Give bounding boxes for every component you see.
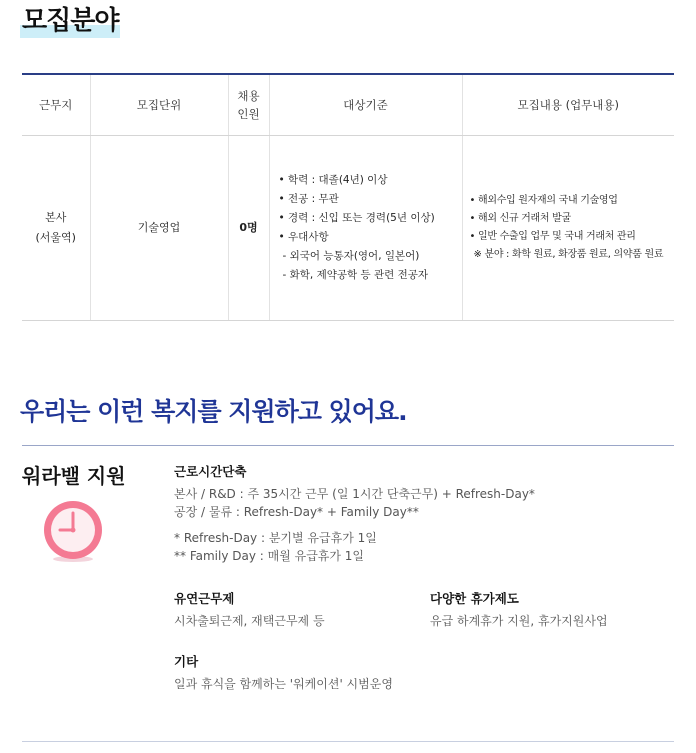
clock-icon xyxy=(40,498,106,564)
welfare-category-title: 워라밸 지원 xyxy=(22,464,126,488)
work-hours-note1: * Refresh-Day : 분기별 유급휴가 1일 xyxy=(174,531,377,545)
welfare-top-divider xyxy=(22,445,674,446)
location-detail: (서울역) xyxy=(35,231,76,244)
etc-heading: 기타 xyxy=(174,654,199,669)
vacation-text: 유급 하계휴가 지원, 휴가지원사업 xyxy=(430,614,608,628)
list-item: • 해외수입 원자재의 국내 기술영업 xyxy=(469,195,618,206)
etc-text: 일과 휴식을 함께하는 '워케이션' 시범운영 xyxy=(174,677,393,691)
list-item: - 외국어 능통자(영어, 일본어) xyxy=(282,250,420,262)
recruit-section-title: 모집분야 xyxy=(22,6,119,36)
header-duty: 모집내용 (업무내용) xyxy=(462,74,674,136)
cell-duty xyxy=(462,136,674,321)
header-criteria: 대상기준 xyxy=(269,74,462,136)
list-item: • 학력 : 대졸(4년) 이상 xyxy=(278,174,388,186)
list-item: • 경력 : 신입 또는 경력(5년 이상) xyxy=(278,212,435,224)
flex-work-heading: 유연근무제 xyxy=(174,591,235,606)
cell-headcount: 0명 xyxy=(228,136,269,321)
cell-unit: 기술영업 xyxy=(90,136,228,321)
welfare-section-title: 우리는 이런 복지를 지원하고 있어요. xyxy=(20,397,407,426)
list-item: • 전공 : 무관 xyxy=(278,193,339,205)
work-hours-line2: 공장 / 물류 : Refresh-Day* + Family Day** xyxy=(174,505,419,519)
list-item: ※ 분야 : 화학 원료, 화장품 원료, 의약품 원료 xyxy=(473,249,664,260)
work-hours-line1: 본사 / R&D : 주 35시간 근무 (일 1시간 단축근무) + Refresh-Day* xyxy=(174,487,535,501)
table-row xyxy=(22,136,674,321)
criteria-list xyxy=(271,171,461,285)
header-headcount-line1: 채용 xyxy=(237,89,260,103)
work-hours-heading: 근로시간단축 xyxy=(174,464,247,479)
list-item: • 일반 수출입 업무 및 국내 거래처 관리 xyxy=(469,231,636,242)
location-name: 본사 xyxy=(45,211,67,224)
etc-block xyxy=(174,653,393,693)
welfare-bottom-divider xyxy=(22,741,674,742)
vacation-block xyxy=(430,590,608,630)
header-headcount xyxy=(228,74,269,136)
list-item: • 우대사항 xyxy=(278,231,329,243)
cell-location xyxy=(22,136,90,321)
header-headcount-line2: 인원 xyxy=(237,107,260,121)
header-unit: 모집단위 xyxy=(90,74,228,136)
flex-work-text: 시차출퇴근제, 재택근무제 등 xyxy=(174,614,325,628)
list-item: - 화학, 제약공학 등 관련 전공자 xyxy=(282,269,429,281)
work-hours-block xyxy=(174,463,535,565)
vacation-heading: 다양한 휴가제도 xyxy=(430,591,519,606)
header-location: 근무지 xyxy=(22,74,90,136)
flex-work-block xyxy=(174,590,325,630)
duty-list xyxy=(464,192,674,264)
recruit-table xyxy=(22,73,674,321)
list-item: • 해외 신규 거래처 발굴 xyxy=(469,213,571,224)
table-header-row xyxy=(22,74,674,136)
cell-criteria xyxy=(269,136,462,321)
work-hours-note2: ** Family Day : 매월 유급휴가 1일 xyxy=(174,549,365,563)
